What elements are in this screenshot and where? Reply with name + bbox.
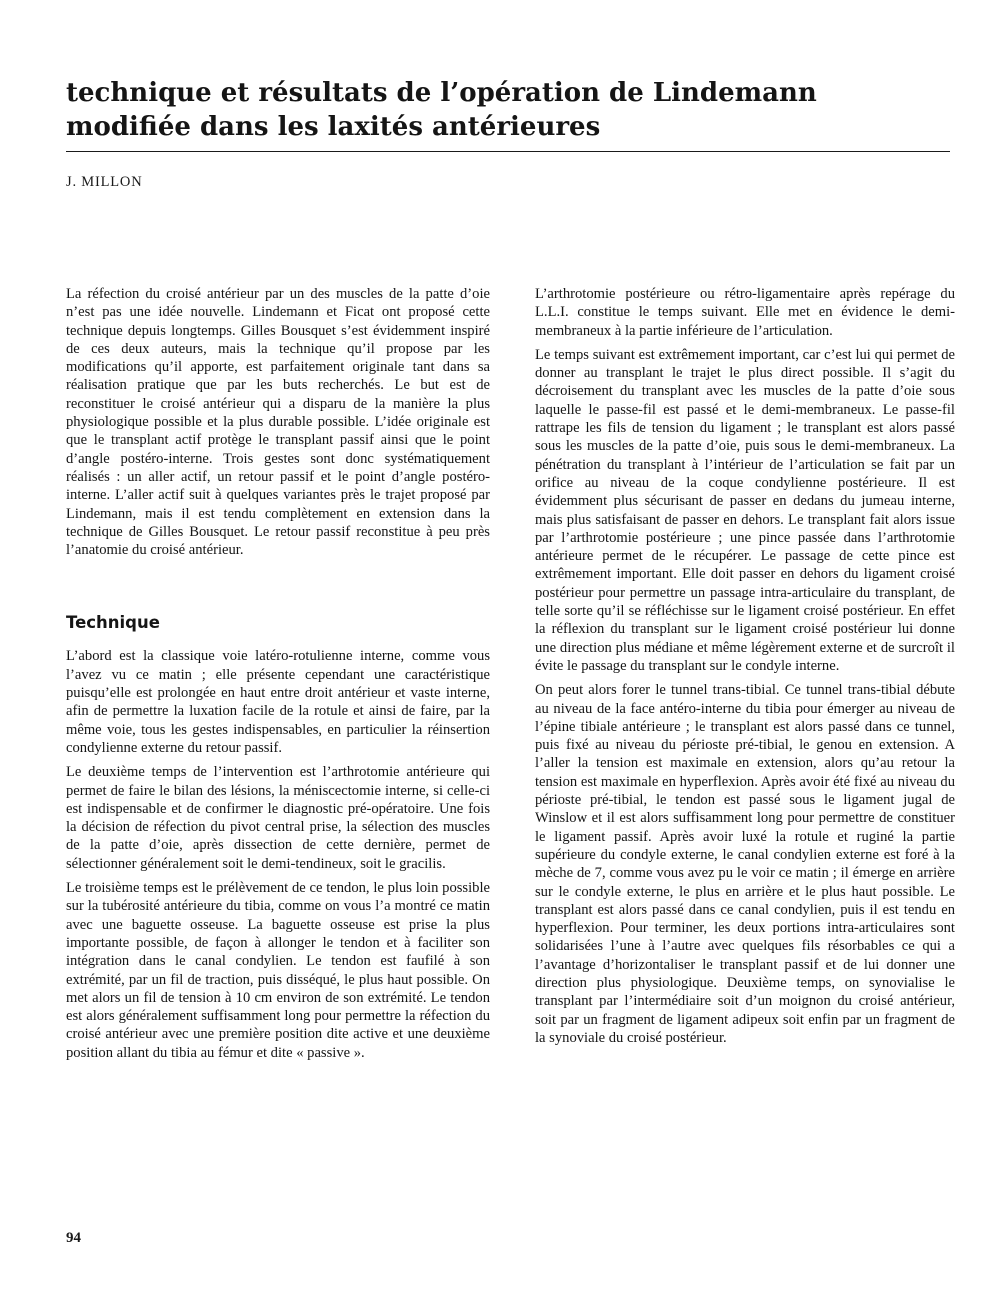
- right-column: [535, 285, 955, 1053]
- section-heading-technique: Technique: [66, 613, 160, 633]
- author-name: J. MILLON: [66, 174, 143, 190]
- article-title-line-2: modifiée dans les laxités antérieures: [66, 112, 601, 142]
- page-number: 94: [66, 1230, 81, 1246]
- body-paragraph: Le temps suivant est extrêmement important, car c’est lui qui permet de donner au transplant le trajet le plus direct possible. Il s’agit du décroisement du transplant avec les muscles de la patte d’oie sous laquelle le passe-fil est passé et le demi-membraneux. Le passe-fil rattrape les fils de tension du ligament ; le transplant est alors passé sous les muscles de la patte d’oie, puis sous le demi-membraneux. La pénétration du transplant à l’intérieur de l’articulation se fait par un orifice au niveau de la coque condylienne postérieure. Il est évidemment plus sécurisant de passer en dedans du jumeau interne, mais plus satisfaisant de passer en dehors. Le transplant fait alors issue par l’arthrotomie postérieure ; une pince passée dans l’arthrotomie antérieure permet de le récupérer. Le passage de cette pince est extrêmement important. Elle doit passer en dehors du ligament croisé postérieur pour permettre un passage intra-articulaire du transplant, de telle sorte qu’il se réfléchisse sur le ligament croisé postérieur. En effet la réflexion du transplant sur le ligament croisé postérieur lui donne une direction plus médiane et même légèrement externe et de surcroît il évite le passage du transplant sur le condyle interne.: [535, 346, 955, 674]
- body-paragraph: Le troisième temps est le prélèvement de ce tendon, le plus loin possible sur la tubérosité antérieure du tibia, comme on vous l’a montré ce matin avec une baguette osseuse. La baguette osseuse est prise la plus importante possible, de façon à allonger le tendon et à faciliter son intégration dans le canal condylien. Le tendon est faufilé à son extrémité, par un fil de traction, puis disséqué, le plus haut possible. On met alors un fil de tension à 10 cm environ de son extrémité. Le tendon est alors généralement suffisamment long pour permettre la réfection du croisé antérieur avec une première position dite active et une deuxième position allant du tibia au fémur et dite « passive ».: [66, 880, 490, 1061]
- intro-paragraph: La réfection du croisé antérieur par un des muscles de la patte d’oie n’est pas une idée nouvelle. Lindemann et Ficat ont proposé cette technique depuis longtemps. Gilles Bousquet s’est évidemment inspiré de ces deux auteurs, mais la technique qu’il propose par les modifications qu’il apporte, est parfaitement originale tant dans sa réalisation pratique que par les buts recherchés. Le but est de reconstituer le croisé antérieur qui a disparu de la manière la plus physiologique possible et la plus durable possible. L’idée originale est que le transplant actif protège le transplant passif ainsi que le point d’angle postéro-interne. Trois gestes sont donc systématiquement réalisés : un aller actif, un retour passif et le point d’angle postéro-interne. L’aller actif suit à quelques variantes près le trajet proposé par Lindemann, mais il est tendu complètement en extension dans la technique de Gilles Bousquet. Le retour passif reconstitue à peu près l’anatomie du croisé antérieur.: [66, 286, 490, 559]
- body-paragraph: L’abord est la classique voie latéro-rotulienne interne, comme vous l’avez vu ce matin ; elle présente cependant une caractéristique puisqu’elle est prolongée en haut entre droit antérieur et vaste interne, afin de permettre la luxation facile de la rotule et ainsi de faire, par la même voie, tous les gestes indispensables, en particulier la réinsertion condylienne externe du retour passif.: [66, 648, 490, 756]
- body-paragraph: Le deuxième temps de l’intervention est l’arthrotomie antérieure qui permet de faire le bilan des lésions, la méniscectomie interne, si celle-ci est indispensable et de confirmer le diagnostic pré-opératoire. Une fois la décision de réfection du pivot central prise, la sélection des muscles de la patte d’oie, après dissection de cette dernière, permet de sélectionner généralement soit le demi-tendineux, soit le gracilis.: [66, 764, 490, 872]
- body-paragraph: L’arthrotomie postérieure ou rétro-ligamentaire après repérage du L.L.I. constitue le temps suivant. Elle met en évidence le demi-membraneux à la partie inférieure de l’articulation.: [535, 286, 955, 339]
- article-title: [66, 76, 946, 144]
- left-column: [66, 285, 490, 1068]
- article-title-line-1: technique et résultats de l’opération de Lindemann: [66, 78, 817, 108]
- heading-gap: [66, 633, 490, 647]
- title-divider: [66, 151, 950, 152]
- body-paragraph: On peut alors forer le tunnel trans-tibial. Ce tunnel trans-tibial débute au niveau de la face antéro-interne du tibia pour émerger au niveau de l’épine tibiale antérieure ; le transplant est alors passé dans ce tunnel, puis fixé au niveau du périoste pré-tibial, le genou en extension. A l’aller la tension est maximale en extension, alors qu’au retour la tension est maximale en hyperflexion. Après avoir été fixé au niveau du périoste pré-tibial, le tendon est passé sous le ligament jugal de Winslow et il est alors suffisamment long pour permettre de constituer le ligament passif. Après avoir luxé la rotule et ruginé la partie supérieure du condyle externe, le canal condylien externe est foré à la mèche de 7, comme vous avez pu le voir ce matin ; il émerge en arrière sur le condyle externe, le plus en arrière et le plus haut possible. Le transplant est alors passé dans ce canal condylien, puis il est tendu en hyperflexion. Pour terminer, les deux portions intra-articulaires sont solidarisées l’une à l’autre avec quelques fils résorbables ce qui a l’avantage d’horizontaliser le transplant passif et de lui donner une direction plus physiologique. Deuxième temps, on synovialise le transplant par l’intermédiaire soit d’un moignon du croisé antérieur, soit par un fragment de ligament adipeux soit enfin par un fragment de la synoviale du croisé postérieur.: [535, 682, 955, 1046]
- section-gap: [66, 565, 490, 613]
